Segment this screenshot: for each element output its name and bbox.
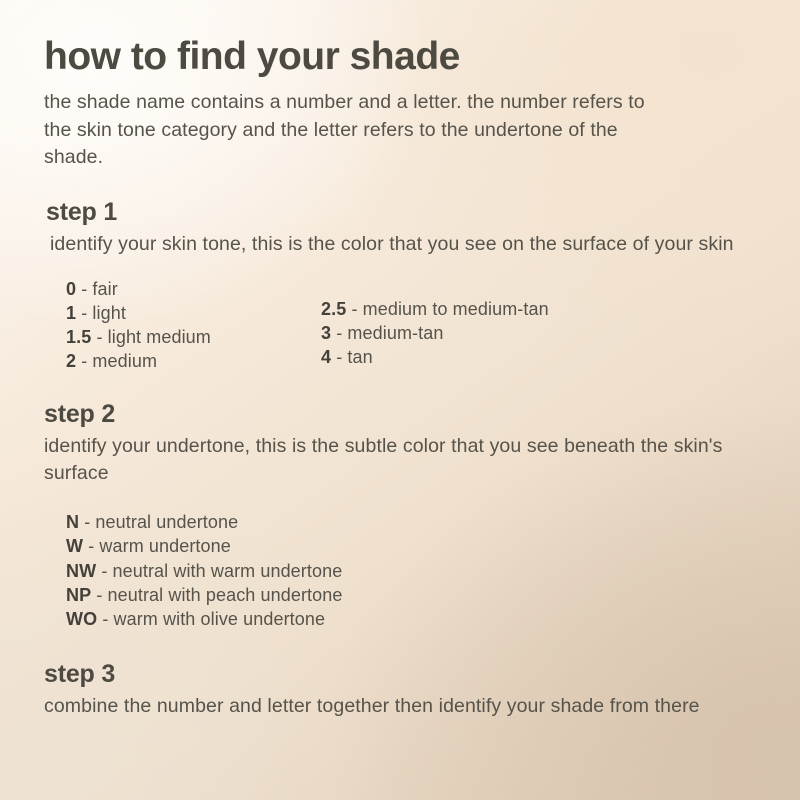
option-code: 2.5 (321, 299, 347, 320)
skin-tone-column-right (321, 278, 661, 374)
option-code: 1.5 (66, 327, 92, 348)
option-label: - neutral undertone (84, 511, 239, 532)
step-3-heading: step 3 (44, 659, 116, 688)
option-code: 3 (321, 323, 332, 344)
list-item (66, 278, 321, 302)
option-code: NW (66, 560, 97, 581)
option-label: - warm undertone (88, 536, 231, 557)
option-code: WO (66, 609, 98, 630)
page-title: how to find your shade (44, 35, 460, 78)
step-1-heading: step 1 (46, 197, 118, 226)
list-item (66, 607, 766, 631)
step-3-description: combine the number and letter together then identify your shade from there (44, 694, 700, 717)
option-code: 4 (321, 347, 332, 368)
intro-paragraph: the shade name contains a number and a letter. the number refers to the skin tone category and the letter refers to the undertone of the shade. (44, 90, 645, 169)
option-code: 2 (66, 351, 77, 372)
option-label: - medium to medium-tan (351, 299, 549, 320)
step-1-section (44, 198, 766, 374)
option-label: - tan (336, 347, 373, 368)
list-item (321, 322, 661, 346)
skin-tone-options (66, 278, 766, 374)
list-item (66, 302, 321, 326)
option-label: - warm with olive undertone (102, 609, 326, 630)
option-label: - neutral with peach undertone (96, 585, 343, 605)
option-label: - neutral with warm undertone (101, 560, 343, 581)
option-code: N (66, 511, 80, 532)
list-item (66, 350, 321, 374)
step-2-section (44, 400, 766, 632)
list-item (66, 534, 766, 558)
option-label: - light (81, 303, 126, 324)
step-1-description: identify your skin tone, this is the color that you see on the surface of your skin (50, 232, 734, 255)
option-label: - light medium (96, 327, 211, 348)
option-label: - fair (81, 279, 118, 300)
option-label: - medium (81, 351, 158, 372)
step-3-section (44, 660, 766, 720)
step-2-description: identify your undertone, this is the subtle color that you see beneath the skin's surface (44, 435, 723, 485)
list-item (66, 510, 766, 534)
skin-tone-column-left (66, 278, 321, 374)
option-code: NP (66, 585, 92, 605)
list-item (66, 326, 321, 350)
option-label: - medium-tan (336, 323, 444, 344)
list-item (66, 583, 766, 607)
option-code: 1 (66, 303, 77, 324)
option-code: W (66, 536, 84, 557)
list-item (321, 346, 661, 370)
content-container (44, 36, 766, 720)
step-2-heading: step 2 (44, 400, 116, 428)
list-item (66, 559, 766, 583)
list-item (321, 298, 661, 322)
option-code: 0 (66, 279, 77, 300)
undertone-options (66, 510, 766, 632)
